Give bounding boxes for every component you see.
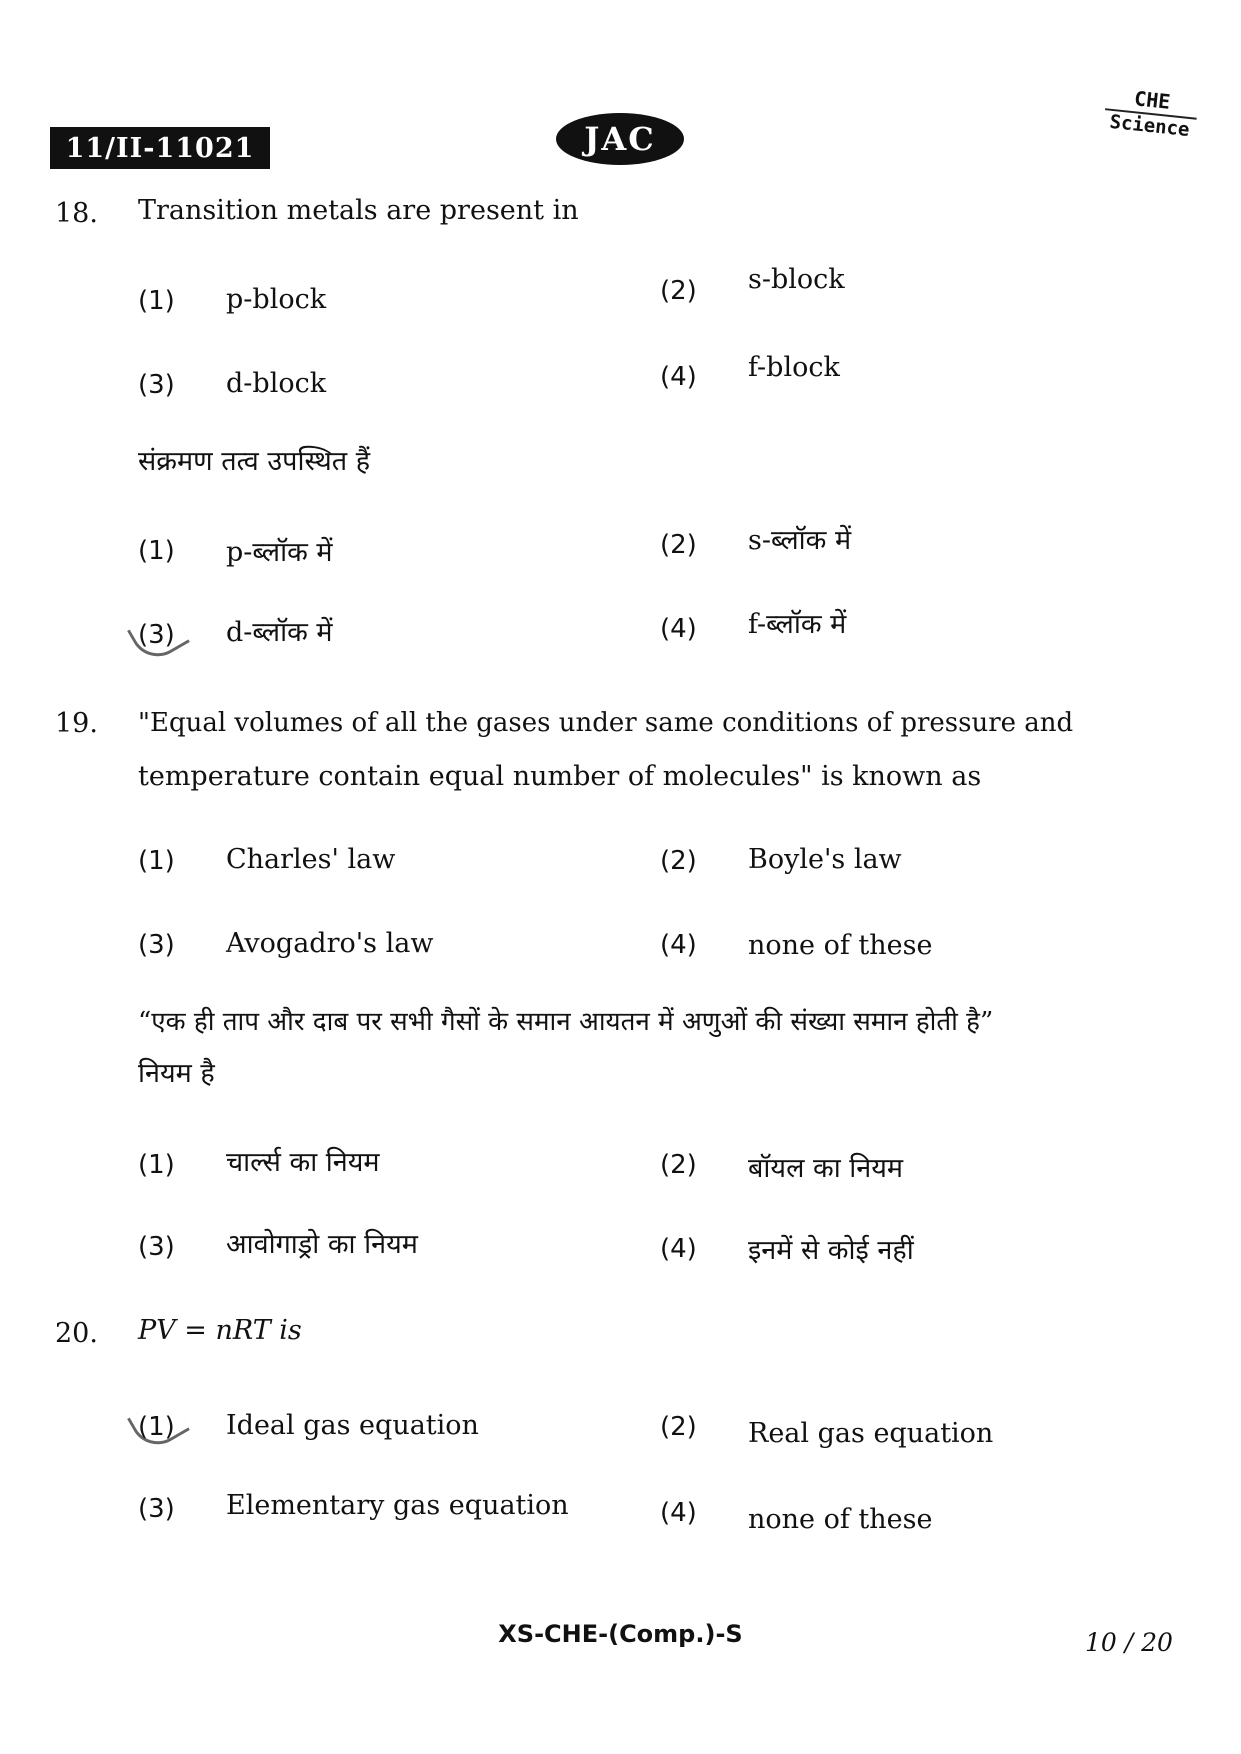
paper-code: 11/II-11021 — [65, 132, 255, 164]
option-number: (1) — [138, 846, 175, 876]
option-number: (2) — [660, 1412, 697, 1442]
stamp-stream: Science — [1108, 110, 1191, 142]
option-text: s-block — [748, 264, 845, 295]
question-text-hindi-line: “एक ही ताप और दाब पर सभी गैसों के समान आयतन में अणुओं की संख्या समान होती है” — [138, 1007, 994, 1037]
option-text-hindi: चार्ल्स का नियम — [226, 1147, 380, 1178]
subject-stamp — [1103, 83, 1200, 141]
option-text: Ideal gas equation — [226, 1410, 479, 1441]
option-text-hindi: इनमें से कोई नहीं — [748, 1235, 914, 1266]
question-number: 19. — [55, 708, 98, 739]
question-number: 20. — [55, 1318, 98, 1349]
answer-tick-mark — [127, 606, 190, 666]
jac-logo — [556, 113, 684, 165]
option-text-hindi: बॉयल का नियम — [748, 1153, 904, 1184]
jac-logo-text: JAC — [584, 120, 656, 158]
option-text-hindi: आवोगाड्रो का नियम — [226, 1229, 418, 1260]
question-text-hindi: संक्रमण तत्व उपस्थित हैं — [138, 446, 371, 477]
option-text-hindi: s-ब्लॉक में — [748, 525, 852, 556]
option-number: (2) — [660, 846, 697, 876]
option-text: Avogadro's law — [226, 928, 434, 959]
option-number: (3) — [138, 370, 175, 400]
option-text: Charles' law — [226, 844, 396, 875]
question-text-line: "Equal volumes of all the gases under same conditions of pressure and — [138, 708, 1074, 738]
answer-tick-mark — [127, 1394, 190, 1454]
footer-paper-code: XS-CHE-(Comp.)-S — [498, 1620, 743, 1648]
option-text-hindi: f-ब्लॉक में — [748, 609, 847, 640]
option-text: p-block — [226, 284, 327, 315]
option-number: (4) — [660, 930, 697, 960]
option-number: (3) — [138, 620, 175, 650]
option-number: (2) — [660, 1150, 697, 1180]
option-text-hindi: d-ब्लॉक में — [226, 617, 333, 648]
option-number: (3) — [138, 1232, 175, 1262]
option-text: none of these — [748, 1504, 933, 1535]
question-number: 18. — [55, 198, 98, 229]
question-text: Transition metals are present in — [138, 195, 579, 226]
option-text: f-block — [748, 352, 840, 383]
option-number: (1) — [138, 286, 175, 316]
option-text-hindi: p-ब्लॉक में — [226, 537, 333, 568]
stamp-subject: CHE — [1105, 83, 1199, 119]
page-number: 10 / 20 — [1085, 1628, 1173, 1657]
option-text: Elementary gas equation — [226, 1490, 569, 1521]
option-number: (2) — [660, 530, 697, 560]
option-number: (3) — [138, 1494, 175, 1524]
option-number: (1) — [138, 536, 175, 566]
option-number: (3) — [138, 930, 175, 960]
option-number: (4) — [660, 614, 697, 644]
option-text: none of these — [748, 930, 933, 961]
question-text-line: temperature contain equal number of molecules" is known as — [138, 761, 982, 792]
option-number: (4) — [660, 362, 697, 392]
option-number: (2) — [660, 276, 697, 306]
option-text: d-block — [226, 368, 327, 399]
option-number: (1) — [138, 1412, 175, 1442]
option-number: (4) — [660, 1234, 697, 1264]
option-text: Boyle's law — [748, 844, 902, 875]
option-number: (1) — [138, 1150, 175, 1180]
question-text-hindi-line: नियम है — [138, 1058, 215, 1089]
question-text: PV = nRT is — [138, 1315, 302, 1346]
paper-code-badge — [50, 127, 270, 169]
option-number: (4) — [660, 1498, 697, 1528]
option-text: Real gas equation — [748, 1418, 994, 1449]
